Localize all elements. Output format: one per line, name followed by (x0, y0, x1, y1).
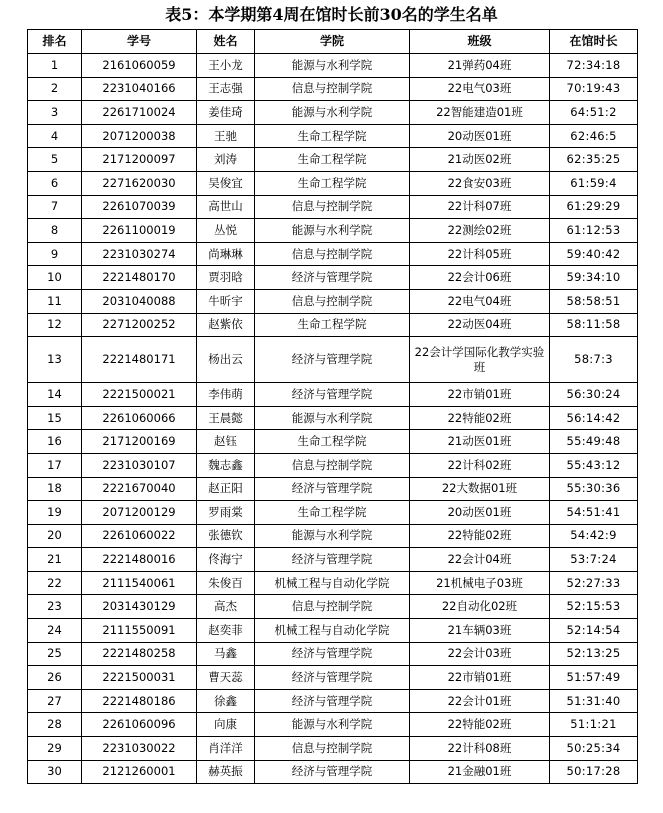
cell-rank: 19 (28, 501, 82, 525)
cell-rank: 30 (28, 760, 82, 784)
cell-class: 22会计03班 (410, 642, 550, 666)
cell-student-id: 2111540061 (82, 571, 197, 595)
cell-class: 22自动化02班 (410, 595, 550, 619)
cell-name: 赵正阳 (197, 477, 255, 501)
cell-college: 机械工程与自动化学院 (255, 619, 410, 643)
cell-class: 22市销01班 (410, 383, 550, 407)
cell-college: 经济与管理学院 (255, 383, 410, 407)
table-row (28, 219, 638, 243)
cell-class: 22特能02班 (410, 713, 550, 737)
cell-duration: 58:7:3 (550, 337, 638, 383)
cell-name: 肖洋洋 (197, 737, 255, 761)
ranking-table (27, 29, 638, 784)
cell-duration: 61:12:53 (550, 219, 638, 243)
cell-class: 20动医01班 (410, 124, 550, 148)
cell-college: 生命工程学院 (255, 313, 410, 337)
cell-class: 21动医01班 (410, 430, 550, 454)
cell-student-id: 2221480171 (82, 337, 197, 383)
cell-student-id: 2261070039 (82, 195, 197, 219)
table-row (28, 195, 638, 219)
cell-duration: 52:27:33 (550, 571, 638, 595)
cell-class: 22市销01班 (410, 666, 550, 690)
cell-rank: 2 (28, 77, 82, 101)
table-row (28, 101, 638, 125)
cell-class: 21机械电子03班 (410, 571, 550, 595)
cell-student-id: 2111550091 (82, 619, 197, 643)
table-row (28, 337, 638, 383)
cell-name: 王小龙 (197, 54, 255, 78)
table-row (28, 619, 638, 643)
table-body (28, 54, 638, 784)
table-row (28, 54, 638, 78)
cell-student-id: 2221670040 (82, 477, 197, 501)
cell-name: 吴俊宜 (197, 171, 255, 195)
cell-rank: 20 (28, 524, 82, 548)
cell-rank: 12 (28, 313, 82, 337)
cell-rank: 17 (28, 453, 82, 477)
cell-name: 高世山 (197, 195, 255, 219)
cell-duration: 52:15:53 (550, 595, 638, 619)
cell-rank: 18 (28, 477, 82, 501)
cell-student-id: 2071200129 (82, 501, 197, 525)
table-row (28, 477, 638, 501)
table-row (28, 313, 638, 337)
cell-rank: 26 (28, 666, 82, 690)
table-row (28, 406, 638, 430)
cell-rank: 25 (28, 642, 82, 666)
table-row (28, 383, 638, 407)
cell-student-id: 2121260001 (82, 760, 197, 784)
header-class: 班级 (410, 30, 550, 54)
cell-college: 生命工程学院 (255, 501, 410, 525)
cell-class: 22特能02班 (410, 524, 550, 548)
cell-student-id: 2271620030 (82, 171, 197, 195)
cell-college: 生命工程学院 (255, 148, 410, 172)
table-row (28, 501, 638, 525)
cell-student-id: 2221480170 (82, 266, 197, 290)
cell-name: 向康 (197, 713, 255, 737)
cell-rank: 8 (28, 219, 82, 243)
header-college: 学院 (255, 30, 410, 54)
cell-name: 马鑫 (197, 642, 255, 666)
table-row (28, 242, 638, 266)
cell-duration: 55:30:36 (550, 477, 638, 501)
cell-rank: 5 (28, 148, 82, 172)
cell-class: 22大数据01班 (410, 477, 550, 501)
cell-name: 赫英振 (197, 760, 255, 784)
cell-rank: 22 (28, 571, 82, 595)
table-row (28, 595, 638, 619)
table-row (28, 453, 638, 477)
table-row (28, 548, 638, 572)
cell-college: 经济与管理学院 (255, 666, 410, 690)
cell-name: 杨出云 (197, 337, 255, 383)
cell-name: 罗雨棠 (197, 501, 255, 525)
cell-rank: 21 (28, 548, 82, 572)
cell-class: 22特能02班 (410, 406, 550, 430)
table-row (28, 171, 638, 195)
cell-duration: 70:19:43 (550, 77, 638, 101)
cell-duration: 55:43:12 (550, 453, 638, 477)
table-row (28, 524, 638, 548)
table-row (28, 148, 638, 172)
cell-class: 21车辆03班 (410, 619, 550, 643)
cell-student-id: 2221480016 (82, 548, 197, 572)
cell-duration: 51:57:49 (550, 666, 638, 690)
cell-name: 高杰 (197, 595, 255, 619)
cell-college: 机械工程与自动化学院 (255, 571, 410, 595)
cell-duration: 61:29:29 (550, 195, 638, 219)
cell-college: 能源与水利学院 (255, 713, 410, 737)
cell-class: 21动医02班 (410, 148, 550, 172)
cell-class: 22会计04班 (410, 548, 550, 572)
cell-duration: 54:42:9 (550, 524, 638, 548)
cell-duration: 51:1:21 (550, 713, 638, 737)
cell-duration: 64:51:2 (550, 101, 638, 125)
table-row (28, 571, 638, 595)
table-row (28, 737, 638, 761)
cell-rank: 6 (28, 171, 82, 195)
cell-rank: 27 (28, 689, 82, 713)
cell-college: 能源与水利学院 (255, 54, 410, 78)
cell-college: 信息与控制学院 (255, 195, 410, 219)
cell-class: 22计科05班 (410, 242, 550, 266)
cell-college: 能源与水利学院 (255, 101, 410, 125)
table-row (28, 266, 638, 290)
cell-duration: 51:31:40 (550, 689, 638, 713)
table-row (28, 666, 638, 690)
cell-name: 刘涛 (197, 148, 255, 172)
header-name: 姓名 (197, 30, 255, 54)
cell-college: 经济与管理学院 (255, 477, 410, 501)
cell-name: 朱俊百 (197, 571, 255, 595)
cell-duration: 56:30:24 (550, 383, 638, 407)
cell-student-id: 2171200169 (82, 430, 197, 454)
cell-duration: 56:14:42 (550, 406, 638, 430)
cell-class: 22测绘02班 (410, 219, 550, 243)
cell-duration: 58:11:58 (550, 313, 638, 337)
cell-duration: 53:7:24 (550, 548, 638, 572)
cell-college: 生命工程学院 (255, 124, 410, 148)
header-student-id: 学号 (82, 30, 197, 54)
table-header-row (28, 30, 638, 54)
cell-rank: 16 (28, 430, 82, 454)
cell-student-id: 2231030022 (82, 737, 197, 761)
cell-student-id: 2261060066 (82, 406, 197, 430)
cell-rank: 3 (28, 101, 82, 125)
cell-class: 22计科02班 (410, 453, 550, 477)
cell-name: 徐鑫 (197, 689, 255, 713)
cell-class: 21金融01班 (410, 760, 550, 784)
cell-student-id: 2271200252 (82, 313, 197, 337)
cell-rank: 13 (28, 337, 82, 383)
cell-rank: 29 (28, 737, 82, 761)
cell-college: 能源与水利学院 (255, 524, 410, 548)
cell-student-id: 2031040088 (82, 289, 197, 313)
table-row (28, 77, 638, 101)
cell-name: 王驰 (197, 124, 255, 148)
cell-duration: 52:13:25 (550, 642, 638, 666)
table-row (28, 430, 638, 454)
cell-name: 王志强 (197, 77, 255, 101)
cell-student-id: 2171200097 (82, 148, 197, 172)
cell-student-id: 2221500031 (82, 666, 197, 690)
cell-college: 能源与水利学院 (255, 219, 410, 243)
cell-college: 信息与控制学院 (255, 453, 410, 477)
cell-duration: 52:14:54 (550, 619, 638, 643)
cell-duration: 58:58:51 (550, 289, 638, 313)
cell-class: 21弹药04班 (410, 54, 550, 78)
cell-rank: 4 (28, 124, 82, 148)
cell-name: 赵紫依 (197, 313, 255, 337)
cell-name: 李伟萌 (197, 383, 255, 407)
cell-name: 牛昕宇 (197, 289, 255, 313)
cell-duration: 62:46:5 (550, 124, 638, 148)
cell-rank: 14 (28, 383, 82, 407)
cell-class: 22智能建造01班 (410, 101, 550, 125)
cell-name: 丛悦 (197, 219, 255, 243)
cell-class: 22计科07班 (410, 195, 550, 219)
cell-student-id: 2261060022 (82, 524, 197, 548)
cell-duration: 50:17:28 (550, 760, 638, 784)
cell-name: 王晨懿 (197, 406, 255, 430)
cell-student-id: 2161060059 (82, 54, 197, 78)
cell-class: 22会计学国际化教学实验班 (410, 337, 550, 383)
cell-college: 经济与管理学院 (255, 337, 410, 383)
cell-student-id: 2231040166 (82, 77, 197, 101)
cell-duration: 55:49:48 (550, 430, 638, 454)
cell-student-id: 2031430129 (82, 595, 197, 619)
cell-college: 经济与管理学院 (255, 642, 410, 666)
cell-duration: 50:25:34 (550, 737, 638, 761)
cell-duration: 59:34:10 (550, 266, 638, 290)
cell-duration: 72:34:18 (550, 54, 638, 78)
cell-name: 魏志鑫 (197, 453, 255, 477)
cell-college: 信息与控制学院 (255, 77, 410, 101)
cell-student-id: 2221480258 (82, 642, 197, 666)
cell-student-id: 2221480186 (82, 689, 197, 713)
cell-rank: 11 (28, 289, 82, 313)
cell-rank: 28 (28, 713, 82, 737)
cell-class: 22会计06班 (410, 266, 550, 290)
cell-class: 20动医01班 (410, 501, 550, 525)
table-row (28, 289, 638, 313)
cell-name: 贾羽晗 (197, 266, 255, 290)
cell-college: 信息与控制学院 (255, 737, 410, 761)
cell-college: 经济与管理学院 (255, 760, 410, 784)
cell-rank: 23 (28, 595, 82, 619)
cell-student-id: 2261060096 (82, 713, 197, 737)
cell-college: 能源与水利学院 (255, 406, 410, 430)
cell-college: 生命工程学院 (255, 430, 410, 454)
cell-student-id: 2231030274 (82, 242, 197, 266)
cell-name: 姜佳琦 (197, 101, 255, 125)
cell-rank: 24 (28, 619, 82, 643)
cell-duration: 61:59:4 (550, 171, 638, 195)
cell-college: 经济与管理学院 (255, 266, 410, 290)
cell-rank: 7 (28, 195, 82, 219)
cell-rank: 1 (28, 54, 82, 78)
cell-student-id: 2221500021 (82, 383, 197, 407)
cell-class: 22动医04班 (410, 313, 550, 337)
cell-student-id: 2261710024 (82, 101, 197, 125)
cell-rank: 9 (28, 242, 82, 266)
cell-college: 信息与控制学院 (255, 289, 410, 313)
cell-college: 信息与控制学院 (255, 242, 410, 266)
table-row (28, 760, 638, 784)
header-duration: 在馆时长 (550, 30, 638, 54)
table-row (28, 124, 638, 148)
table-row (28, 713, 638, 737)
cell-class: 22计科08班 (410, 737, 550, 761)
table-row (28, 689, 638, 713)
cell-duration: 59:40:42 (550, 242, 638, 266)
cell-name: 佟海宁 (197, 548, 255, 572)
cell-name: 尚琳琳 (197, 242, 255, 266)
cell-college: 经济与管理学院 (255, 689, 410, 713)
header-rank: 排名 (28, 30, 82, 54)
cell-student-id: 2071200038 (82, 124, 197, 148)
cell-college: 生命工程学院 (255, 171, 410, 195)
cell-student-id: 2261100019 (82, 219, 197, 243)
cell-duration: 54:51:41 (550, 501, 638, 525)
cell-rank: 15 (28, 406, 82, 430)
cell-class: 22食安03班 (410, 171, 550, 195)
cell-name: 张德钦 (197, 524, 255, 548)
cell-duration: 62:35:25 (550, 148, 638, 172)
cell-name: 曹天蕊 (197, 666, 255, 690)
cell-college: 信息与控制学院 (255, 595, 410, 619)
cell-rank: 10 (28, 266, 82, 290)
table-title: 表5：本学期第4周在馆时长前30名的学生名单 (165, 5, 498, 24)
cell-class: 22会计01班 (410, 689, 550, 713)
table-row (28, 642, 638, 666)
cell-name: 赵钰 (197, 430, 255, 454)
cell-class: 22电气03班 (410, 77, 550, 101)
cell-college: 经济与管理学院 (255, 548, 410, 572)
cell-student-id: 2231030107 (82, 453, 197, 477)
cell-name: 赵奕菲 (197, 619, 255, 643)
cell-class: 22电气04班 (410, 289, 550, 313)
